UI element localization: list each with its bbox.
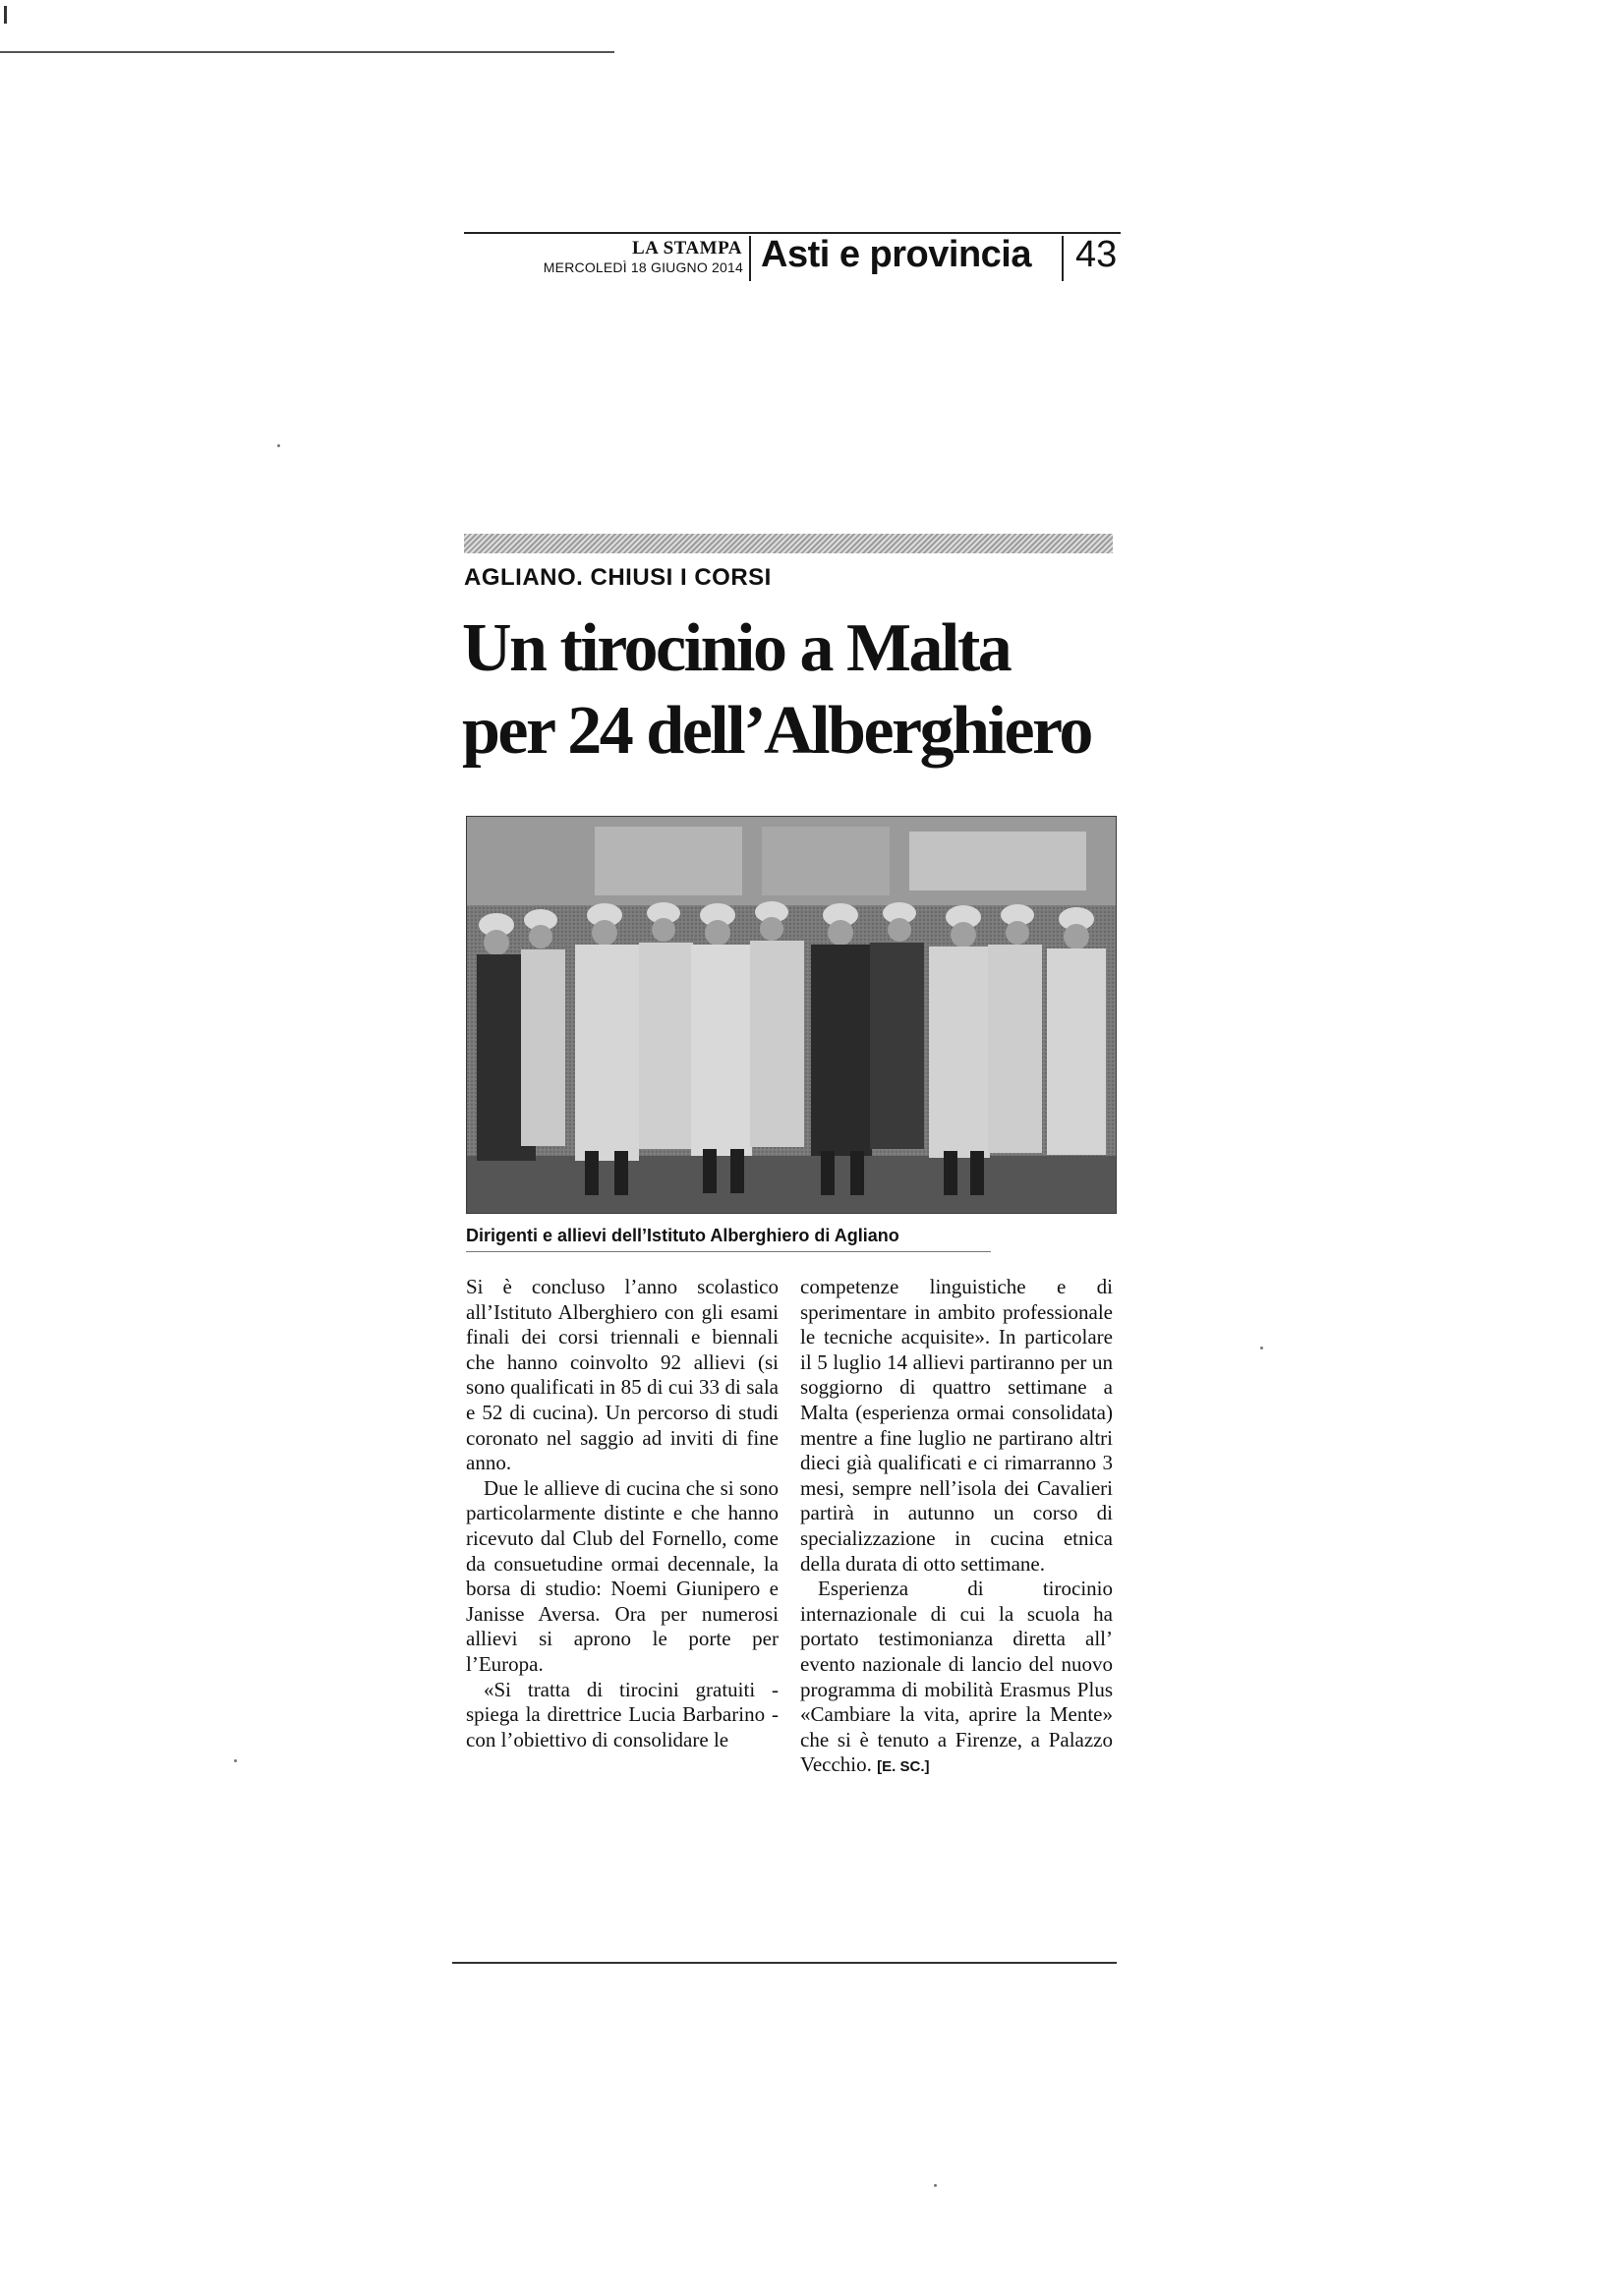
masthead-divider xyxy=(1062,236,1064,281)
scan-speck xyxy=(234,1759,237,1762)
page-number: 43 xyxy=(1075,234,1118,275)
body-paragraph: Si è concluso l’anno scolastico all’Istituto Alberghiero con gli esami finali dei corsi triennali e biennali che hanno coinvolto 92 allievi (si sono qualificati in 85 di cui 33 di sala e 52 di cucina). Un percorso di studi coronato nel saggio ad inviti di fine anno. xyxy=(466,1275,779,1475)
body-paragraph: competenze linguistiche e di sperimentare in ambito professionale le tecniche acquisite». In particolare il 5 luglio 14 allievi partiranno per un soggiorno di quattro settimane a Malta (esperienza ormai consolidata) mentre a fine luglio ne partirano altri dieci già qualificati e ci rimarranno 3 mesi, sempre nell’isola dei Cavalieri partirà in autunno un corso di specializzazione in cucina etnica della durata di otto settimane. xyxy=(800,1275,1113,1576)
body-paragraph-text: Esperienza di tirocinio internazionale di cui la scuola ha portato testimonianza diretta all’ evento nazionale di lancio del nuovo programma di mobilità Erasmus Plus «Cambiare la vita, aprire la Mente» che si è tenuto a Firenze, a Palazzo Vecchio. xyxy=(800,1577,1113,1777)
scan-speck xyxy=(277,444,280,447)
headline-line-2: per 24 dell’Alberghiero xyxy=(462,693,1091,769)
issue-date: MERCOLEDÌ 18 GIUGNO 2014 xyxy=(543,259,743,275)
newspaper-name: LA STAMPA xyxy=(632,238,742,258)
article-top-band xyxy=(464,534,1113,553)
scan-speck xyxy=(1260,1347,1263,1349)
headline-line-1: Un tirocinio a Malta xyxy=(462,610,1011,686)
group-photo xyxy=(466,816,1117,1214)
scan-speck xyxy=(934,2184,937,2187)
body-paragraph xyxy=(800,1577,1113,1780)
article-headline xyxy=(462,607,1130,773)
section-title: Asti e provincia xyxy=(761,234,1031,275)
scan-edge-mark xyxy=(4,6,7,24)
masthead-divider xyxy=(749,236,751,281)
group-photo-image xyxy=(467,817,1116,1213)
article-body-right-column xyxy=(800,1275,1113,1780)
scan-top-rule xyxy=(0,51,614,53)
article-bottom-rule xyxy=(452,1962,1117,1964)
article-body-left-column xyxy=(466,1275,779,1752)
author-signature: [E. SC.] xyxy=(877,1758,930,1776)
body-paragraph: «Si tratta di tirocini gratuiti - spiega la direttrice Lucia Barbarino - con l’obiettivo di consolidare le xyxy=(466,1677,779,1751)
caption-rule xyxy=(466,1251,991,1252)
article-kicker: AGLIANO. CHIUSI I CORSI xyxy=(464,564,772,591)
photo-caption: Dirigenti e allievi dell’Istituto Alberghiero di Agliano xyxy=(466,1226,899,1245)
body-paragraph: Due le allieve di cucina che si sono particolarmente distinte e che hanno ricevuto dal Club del Fornello, come da consuetudine ormai decennale, la borsa di studio: Noemi Giunipero e Janisse Aversa. Ora per numerosi allievi si aprono le porte per l’Europa. xyxy=(466,1475,779,1676)
